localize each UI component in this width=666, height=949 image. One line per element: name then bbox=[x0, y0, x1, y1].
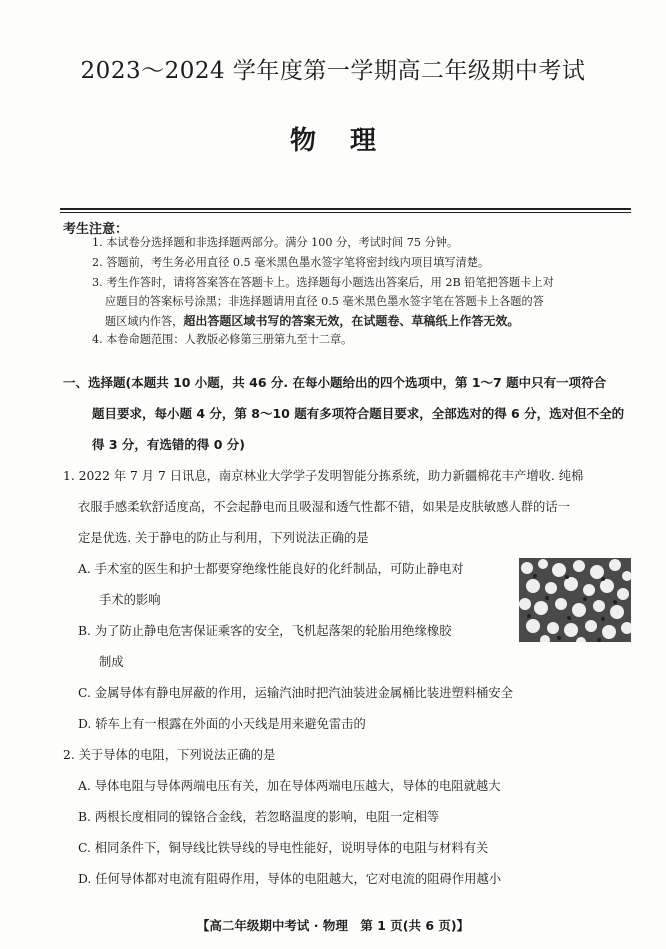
q1-option-a-line-2: 手术的影响 bbox=[99, 593, 161, 607]
notice-item-4: 4. 本卷命题范围：人教版必修第三册第九至十二章。 bbox=[92, 333, 353, 346]
q2-stem: 2. 关于导体的电阻，下列说法正确的是 bbox=[63, 748, 276, 762]
section1-line-1: 一、选择题(本题共 10 小题，共 46 分. 在每小题给出的四个选项中，第 1～7 题中只有一项符合 bbox=[63, 375, 607, 390]
q1-option-b-line-2: 制成 bbox=[99, 655, 124, 669]
notice-item-3-line-2: 应题目的答案标号涂黑；非选择题请用直径 0.5 毫米黑色墨水签字笔在答题卡上各题的答 bbox=[105, 295, 544, 308]
cotton-field-photo bbox=[519, 558, 631, 642]
notice-item-3-line-3-plain: 题区域内作答， bbox=[105, 315, 184, 328]
page-footer: 【高二年级期中考试 · 物理 第 1 页(共 6 页)】 bbox=[196, 918, 470, 933]
q1-stem-line-1: 1. 2022 年 7 月 7 日讯息，南京林业大学学子发明智能分拣系统，助力新疆棉花丰产增收. 纯棉 bbox=[63, 469, 584, 483]
q2-option-c: C. 相同条件下，铜导线比铁导线的导电性能好，说明导体的电阻与材料有关 bbox=[78, 841, 489, 855]
q1-option-a-line-1: A. 手术室的医生和护士都要穿绝缘性能良好的化纤制品，可防止静电对 bbox=[78, 562, 464, 576]
q1-stem-line-3: 定是优选. 关于静电的防止与利用，下列说法正确的是 bbox=[78, 531, 369, 545]
q1-option-c: C. 金属导体有静电屏蔽的作用，运输汽油时把汽油装进金属桶比装进塑料桶安全 bbox=[78, 686, 513, 700]
section1-line-3: 得 3 分，有选错的得 0 分) bbox=[92, 437, 246, 452]
q2-option-d: D. 任何导体都对电流有阻碍作用，导体的电阻越大，它对电流的阻碍作用越小 bbox=[78, 872, 502, 886]
notice-item-2: 2. 答题前，考生务必用直径 0.5 毫米黑色墨水签字笔将密封线内项目填写清楚。 bbox=[92, 256, 490, 269]
subject-title: 物理 bbox=[289, 126, 410, 156]
q1-stem-line-2: 衣服手感柔软舒适度高，不会起静电而且吸湿和透气性都不错，如果是皮肤敏感人群的话一 bbox=[78, 500, 570, 514]
q2-option-a: A. 导体电阻与导体两端电压有关，加在导体两端电压越大，导体的电阻就越大 bbox=[78, 779, 501, 793]
notice-heading: 考生注意： bbox=[63, 222, 129, 237]
notice-item-3-line-1: 3. 考生作答时，请将答案答在答题卡上。选择题每小题选出答案后，用 2B 铅笔把答题卡上对 bbox=[92, 276, 554, 289]
q2-option-b: B. 两根长度相同的镍铬合金线，若忽略温度的影响，电阻一定相等 bbox=[78, 810, 440, 824]
section1-line-2: 题目要求，每小题 4 分，第 8～10 题有多项符合题目要求，全部选对的得 6 分，选对但不全的 bbox=[92, 406, 625, 421]
exam-title: 2023～2024 学年度第一学期高二年级期中考试 bbox=[80, 58, 586, 84]
divider-bottom bbox=[60, 212, 631, 213]
q1-option-d: D. 轿车上有一根露在外面的小天线是用来避免雷击的 bbox=[78, 717, 366, 731]
divider-top bbox=[60, 208, 631, 210]
notice-item-3-line-3 bbox=[105, 311, 519, 332]
notice-item-3-bold: 超出答题区域书写的答案无效，在试题卷、草稿纸上作答无效。 bbox=[183, 314, 520, 328]
notice-item-1: 1. 本试卷分选择题和非选择题两部分。满分 100 分，考试时间 75 分钟。 bbox=[92, 236, 459, 249]
q1-option-b-line-1: B. 为了防止静电危害保证乘客的安全，飞机起落架的轮胎用绝缘橡胶 bbox=[78, 624, 452, 638]
